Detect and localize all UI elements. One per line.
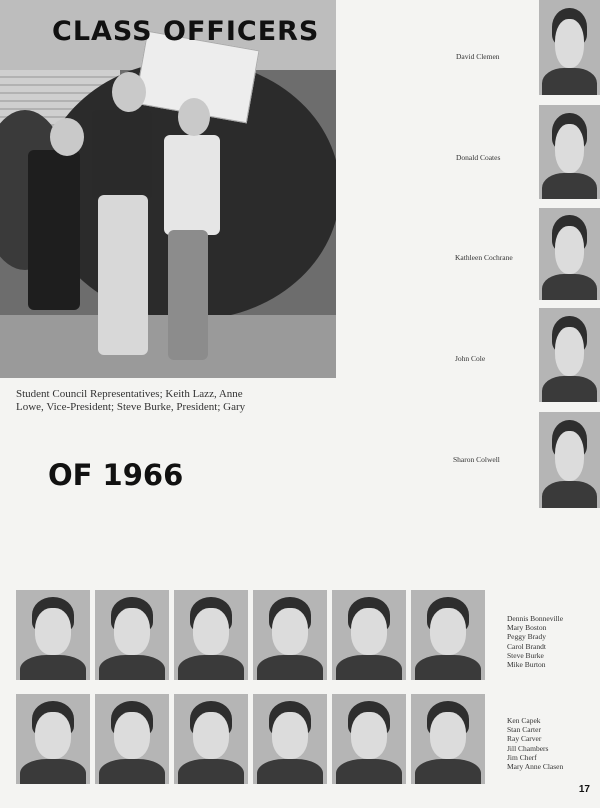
person-girl-head (50, 118, 84, 156)
person-boy-pants (98, 195, 148, 355)
student-name: Ken Capek (507, 716, 541, 725)
page-title: CLASS OFFICERS (52, 16, 320, 47)
student-name: Peggy Brady (507, 632, 546, 642)
portrait-right-1 (539, 0, 600, 95)
portrait-name: Sharon Colwell (453, 455, 500, 464)
portrait-grid (253, 590, 327, 680)
portrait-grid (253, 694, 327, 784)
portrait-grid (16, 590, 90, 680)
person-officer-pants (168, 230, 208, 360)
portrait-name: Kathleen Cochrane (455, 253, 513, 262)
portrait-right-4 (539, 308, 600, 402)
person-girl (28, 150, 80, 310)
portrait-grid (174, 694, 248, 784)
group-photo (0, 0, 336, 378)
student-name: Ray Carver (507, 734, 542, 744)
portrait-grid (332, 590, 406, 680)
portrait-right-5 (539, 412, 600, 508)
student-name: Jim Cherf (507, 752, 537, 762)
portrait-grid (174, 590, 248, 680)
photo-caption: Student Council Representatives; Keith Lazz, Anne Lowe, Vice-President; Steve Burke, President; Gary (16, 388, 246, 413)
person-boy-head (112, 72, 146, 112)
portrait-name: John Cole (455, 354, 486, 363)
portrait-right-3 (539, 208, 600, 300)
student-name: Mike Burton (507, 660, 546, 670)
student-name: Steve Burke (507, 650, 544, 660)
student-name: Stan Carter (507, 725, 541, 735)
portrait-grid (411, 694, 485, 784)
student-name: Mary Boston (507, 623, 547, 633)
person-officer-shirt (164, 135, 220, 235)
person-officer-head (178, 98, 210, 136)
person-boy-shirt (92, 110, 152, 200)
portrait-grid (411, 590, 485, 680)
portrait-grid (16, 694, 90, 784)
portrait-right-2 (539, 105, 600, 199)
name-list-row1 (507, 614, 563, 669)
student-name: Mary Anne Clasen (507, 762, 564, 772)
portrait-name: Donald Coates (456, 153, 501, 162)
student-name: Jill Chambers (507, 743, 549, 753)
student-name: Carol Brandt (507, 641, 546, 651)
portrait-name: David Clemen (456, 52, 500, 61)
student-name: Dennis Bonneville (507, 614, 564, 623)
portrait-grid (95, 590, 169, 680)
portrait-grid (332, 694, 406, 784)
page-number: 17 (578, 784, 590, 795)
class-year-heading: OF 1966 (48, 458, 184, 492)
portrait-grid (95, 694, 169, 784)
name-list-row2 (507, 716, 563, 771)
